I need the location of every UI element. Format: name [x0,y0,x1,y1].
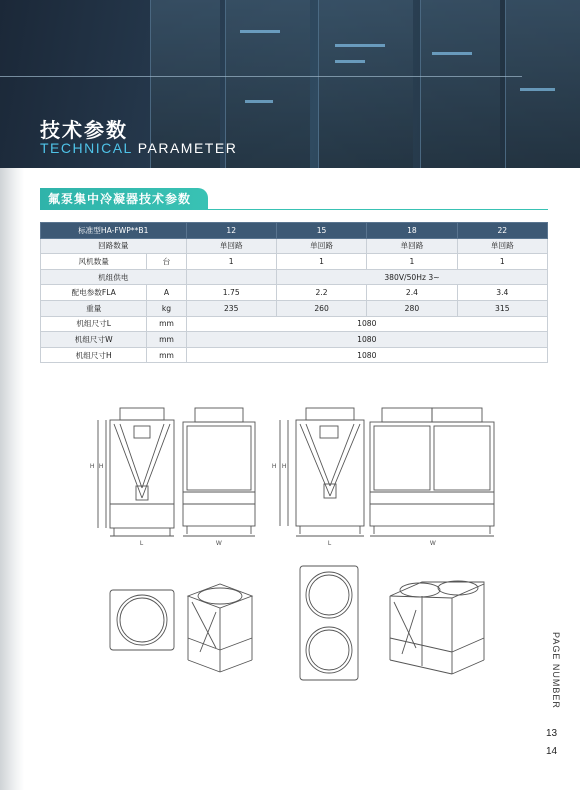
row-name: 机组尺寸W [41,332,147,348]
table-row [41,332,548,348]
table-cell-merged: 1080 [186,316,547,332]
table-cell: 3.4 [457,285,547,301]
large-unit-top-view [300,566,358,680]
table-cell: 235 [186,300,276,316]
row-name: 风机数量 [41,254,147,270]
section-heading-rule [208,209,548,210]
table-cell-merged: 1080 [186,347,547,363]
header-banner [0,0,580,168]
section-heading: 氟泵集中冷凝器技术参数 [40,188,208,210]
table-header-cell: 15 [276,223,366,239]
unit-drawings [70,398,530,698]
table-cell: 1 [186,254,276,270]
page-number-label: PAGE NUMBER [551,632,561,709]
table-cell: 1 [367,254,457,270]
table-cell: 2.2 [276,285,366,301]
table-row [41,285,548,301]
dim-label-h: H [282,464,287,470]
dim-label-h: H [99,464,104,470]
row-name: 机组供电 [41,269,187,285]
table-cell: 2.4 [367,285,457,301]
dim-label-h: H [90,464,95,470]
large-unit-side-view [370,408,494,536]
table-row [41,238,548,254]
table-cell: 1 [276,254,366,270]
table-row [41,347,548,363]
table-cell: 315 [457,300,547,316]
row-unit: kg [147,300,186,316]
dim-label-l: L [140,541,144,547]
table-cell: 1 [457,254,547,270]
table-cell: 单回路 [276,238,366,254]
table-row [41,300,548,316]
dim-label-w: W [430,541,436,547]
small-unit-front-view [98,408,174,536]
banner-rule [0,76,522,77]
table-cell: 单回路 [186,238,276,254]
table-header-cell: 12 [186,223,276,239]
table-cell-merged: 1080 [186,332,547,348]
row-name: 机组尺寸H [41,347,147,363]
large-unit-front-view [280,408,364,536]
table-cell: 260 [276,300,366,316]
table-cell: 单回路 [457,238,547,254]
subtitle-part-technical: TECHNICAL [40,140,133,156]
row-unit: 台 [147,254,186,270]
table-cell: 280 [367,300,457,316]
page-number-left: 13 [546,728,558,739]
table-cell: 单回路 [367,238,457,254]
large-unit-isometric [390,581,484,674]
row-unit: mm [147,332,186,348]
table-row [41,269,548,285]
row-unit: mm [147,316,186,332]
page-spine-shadow [0,168,24,790]
row-name: 重量 [41,300,147,316]
small-unit-side-view [183,408,255,536]
page-subtitle [40,140,237,156]
table-header-model: 标准型HA-FWP**B1 [41,223,187,239]
page-number-right: 14 [546,746,558,757]
table-cell: 1.75 [186,285,276,301]
row-unit: mm [147,347,186,363]
dim-label-w: W [216,541,222,547]
spec-table [40,222,548,363]
row-name: 回路数量 [41,238,187,254]
table-header-cell: 18 [367,223,457,239]
small-unit-top-view [110,590,174,650]
row-name: 配电参数FLA [41,285,147,301]
table-cell-merged: 380V/50Hz 3~ [276,269,547,285]
table-header-row [41,223,548,239]
table-row [41,316,548,332]
table-cell [186,269,276,285]
dim-label-h: H [272,464,277,470]
page-title: 技术参数 [40,118,128,142]
subtitle-part-parameter: PARAMETER [132,140,238,156]
table-header-cell: 22 [457,223,547,239]
row-name: 机组尺寸L [41,316,147,332]
row-unit: A [147,285,186,301]
small-unit-isometric [188,584,252,672]
table-row [41,254,548,270]
dim-label-l: L [328,541,332,547]
